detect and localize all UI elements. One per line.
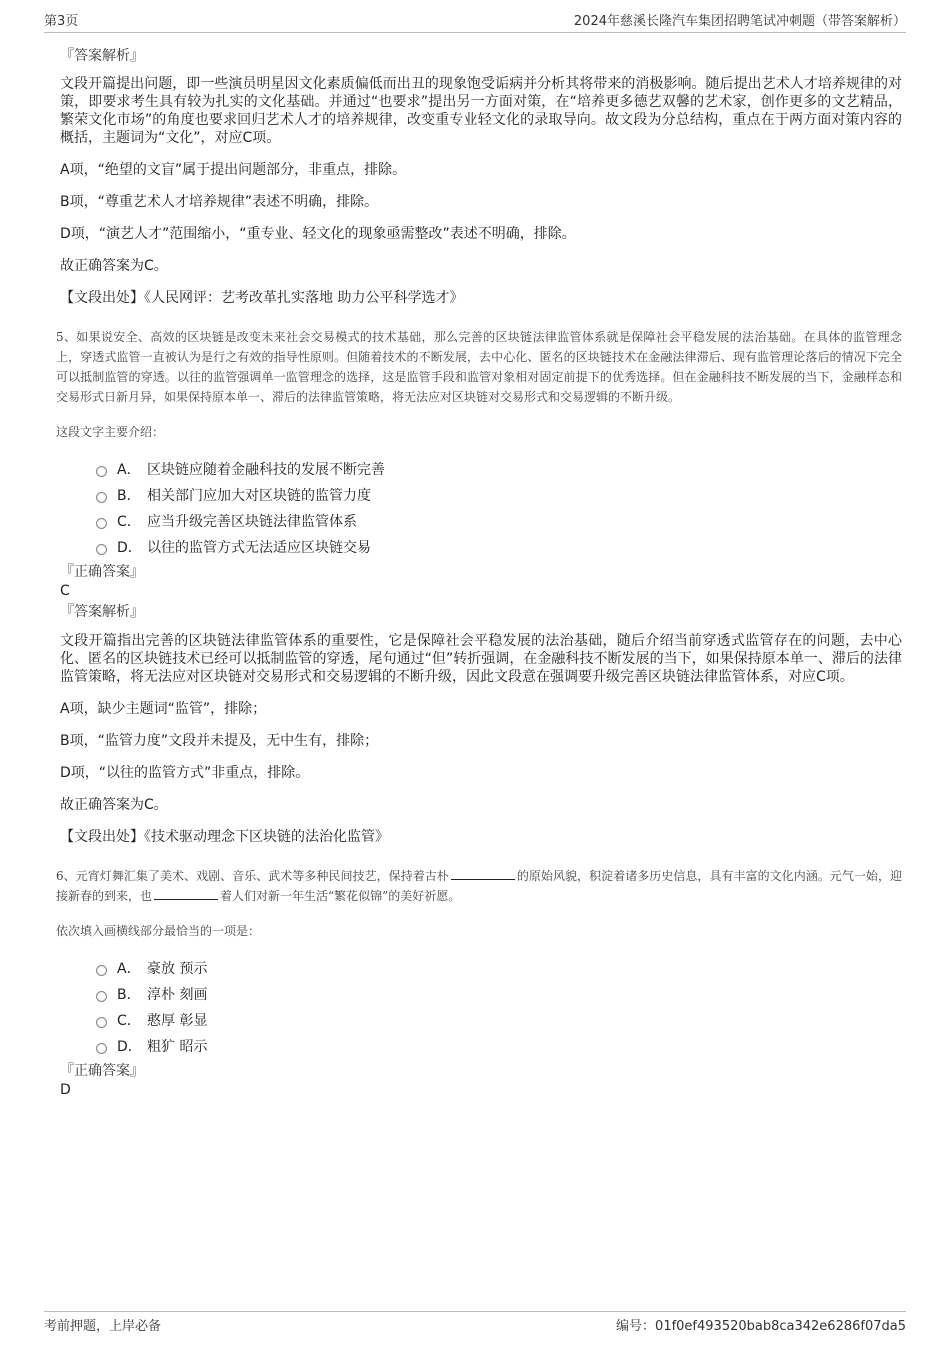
document-id: 编号：01f0ef493520bab8ca342e6286f07da5 bbox=[616, 1319, 906, 1334]
fill-blank bbox=[154, 887, 218, 900]
option-text: 粗犷 昭示 bbox=[147, 1039, 208, 1055]
q6-option-a[interactable] bbox=[96, 955, 902, 981]
q5-option-b-analysis: B项，“监管力度”文段并未提及，无中生有，排除； bbox=[60, 733, 379, 749]
radio-button-icon[interactable] bbox=[96, 965, 107, 976]
radio-button-icon[interactable] bbox=[96, 991, 107, 1002]
q6-option-c[interactable] bbox=[96, 1007, 902, 1033]
q5-option-d[interactable] bbox=[96, 534, 902, 560]
option-text: 以往的监管方式无法适应区块链交易 bbox=[147, 540, 371, 556]
option-text: 区块链应随着金融科技的发展不断完善 bbox=[147, 462, 385, 478]
q4-analysis-title: 『答案解析』 bbox=[60, 48, 144, 64]
q5-option-b[interactable] bbox=[96, 482, 902, 508]
fill-blank bbox=[451, 867, 515, 880]
radio-button-icon[interactable] bbox=[96, 518, 107, 529]
q4-analysis: 文段开篇提出问题，即一些演员明星因文化素质偏低而出丑的现象饱受诟病并分析其将带来的消极影响。随后提出艺术人才培养规律的对策，即要求考生具有较为扎实的文化基础。并通过“也要求”提出另一方面对策，在“培养更多德艺双馨的艺术家，创作更多的文艺精品，繁荣文化市场”的角度也要求回归艺术人才的培养规律，改变重专业轻文化的录取导向。故文段为分总结构，重点在于两方面对策内容的概括，主题词为“文化”，对应C项。 bbox=[60, 76, 902, 146]
option-letter: C． bbox=[117, 514, 141, 530]
radio-button-icon[interactable] bbox=[96, 1017, 107, 1028]
q5-option-a[interactable] bbox=[96, 456, 902, 482]
q6-text-part-2: 的原始风貌，积淀着诸多历史信息，具有丰富的文化内涵。元气一始，迎接新春的到来，也 bbox=[56, 869, 902, 903]
q6-text-part-3: 着人们对新一年生活“繁花似锦”的美好祈愿。 bbox=[220, 889, 461, 903]
q4-option-a-analysis: A项，“绝望的文盲”属于提出问题部分，非重点，排除。 bbox=[60, 162, 407, 178]
option-letter: D． bbox=[117, 1039, 142, 1055]
main-content bbox=[56, 42, 902, 1099]
q5-question-text: 5、如果说安全、高效的区块链是改变未来社会交易模式的技术基础，那么完善的区块链法律监管体系就是保障社会平稳发展的法治基础。在具体的监管理念上，穿透式监管一直被认为是行之有效的指导性原则。但随着技术的不断发展，去中心化、匿名的区块链技术在金融法律滞后、现有监管理论落后的情况下完全可以抵制监管的穿透。以往的监管强调单一监管理念的选择，这是监管手段和监管对象相对固定前提下的优秀选择。但在金融科技不断发展的当下，金融样态和交易形式日新月异，如果保持原本单一、滞后的法律监管策略，将无法应对区块链对交易形式和交易逻辑的不断升级。 bbox=[56, 330, 902, 404]
option-letter: A． bbox=[117, 961, 141, 977]
page-footer bbox=[44, 1311, 906, 1334]
radio-button-icon[interactable] bbox=[96, 1043, 107, 1054]
option-letter: B． bbox=[117, 987, 141, 1003]
option-letter: C． bbox=[117, 1013, 141, 1029]
q6-text-part-1: 6、元宵灯舞汇集了美术、戏剧、音乐、武术等多种民间技艺，保持着古朴 bbox=[56, 869, 449, 883]
q6-options bbox=[96, 955, 902, 1059]
option-letter: A． bbox=[117, 462, 141, 478]
q4-option-b-analysis: B项，“尊重艺术人才培养规律”表述不明确，排除。 bbox=[60, 194, 379, 210]
q5-option-c[interactable] bbox=[96, 508, 902, 534]
option-letter: D． bbox=[117, 540, 142, 556]
q6-option-b[interactable] bbox=[96, 981, 902, 1007]
q6-prompt: 依次填入画横线部分最恰当的一项是： bbox=[56, 924, 261, 938]
q5-options bbox=[96, 456, 902, 560]
footer-slogan: 考前押题，上岸必备 bbox=[44, 1319, 162, 1334]
q5-source: 【文段出处】《技术驱动理念下区块链的法治化监管》 bbox=[60, 829, 389, 845]
page-number: 第3页 bbox=[44, 14, 79, 29]
q6-answer-title: 『正确答案』 bbox=[60, 1063, 144, 1079]
document-title: 2024年慈溪长隆汽车集团招聘笔试冲刺题（带答案解析） bbox=[573, 14, 906, 29]
option-text: 相关部门应加大对区块链的监管力度 bbox=[147, 488, 371, 504]
q5-option-a-analysis: A项，缺少主题词“监管”，排除； bbox=[60, 701, 267, 717]
option-text: 应当升级完善区块链法律监管体系 bbox=[147, 514, 357, 530]
q4-option-d-analysis: D项，“演艺人才”范围缩小，“重专业、轻文化的现象亟需整改”表述不明确，排除。 bbox=[60, 226, 576, 242]
q5-analysis-title: 『答案解析』 bbox=[60, 604, 144, 620]
q6-answer: D bbox=[60, 1082, 71, 1098]
option-letter: B． bbox=[117, 488, 141, 504]
radio-button-icon[interactable] bbox=[96, 492, 107, 503]
q5-prompt: 这段文字主要介绍： bbox=[56, 425, 165, 439]
q5-conclusion: 故正确答案为C。 bbox=[60, 797, 168, 813]
q4-source: 【文段出处】《人民网评：艺考改革扎实落地 助力公平科学选才》 bbox=[60, 290, 464, 306]
q5-option-d-analysis: D项，“以往的监管方式”非重点，排除。 bbox=[60, 765, 310, 781]
option-text: 豪放 预示 bbox=[147, 961, 208, 977]
q6-question-text bbox=[56, 866, 902, 906]
option-text: 淳朴 刻画 bbox=[147, 987, 208, 1003]
q5-analysis: 文段开篇指出完善的区块链法律监管体系的重要性，它是保障社会平稳发展的法治基础，随后介绍当前穿透式监管存在的问题，去中心化、匿名的区块链技术已经可以抵制监管的穿透，尾句通过“但”转折强调，在金融科技不断发展的当下，如果保持原本单一、滞后的法律监管策略，将无法应对区块链对交易形式和交易逻辑的不断升级，因此文段意在强调要升级完善区块链法律监管体系，对应C项。 bbox=[60, 633, 902, 685]
q4-conclusion: 故正确答案为C。 bbox=[60, 258, 168, 274]
page-header bbox=[44, 10, 906, 33]
option-text: 憨厚 彰显 bbox=[147, 1013, 208, 1029]
q6-option-d[interactable] bbox=[96, 1033, 902, 1059]
radio-button-icon[interactable] bbox=[96, 466, 107, 477]
radio-button-icon[interactable] bbox=[96, 544, 107, 555]
q5-answer: C bbox=[60, 583, 70, 599]
q5-answer-title: 『正确答案』 bbox=[60, 564, 144, 580]
